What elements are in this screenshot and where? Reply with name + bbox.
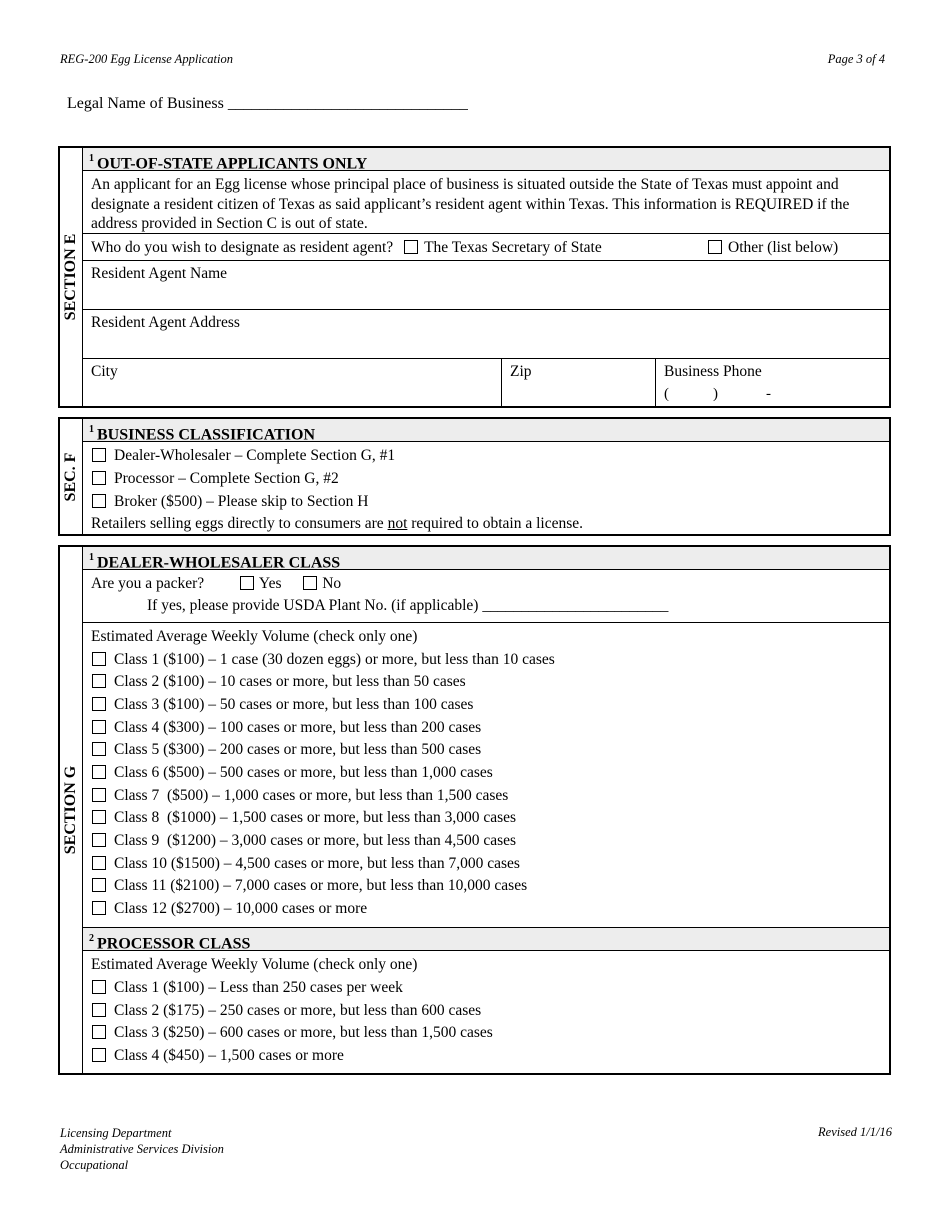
- section-f-side-label: SEC. F: [60, 419, 83, 534]
- dealer-class-11-checkbox[interactable]: [92, 878, 106, 892]
- resident-agent-address-field[interactable]: [83, 310, 889, 358]
- dealer-class-option: Class 2 ($100) – 10 cases or more, but less than 50 cases: [92, 673, 466, 691]
- classification-option: Processor – Complete Section G, #2: [92, 470, 339, 488]
- resident-agent-name-label: Resident Agent Name: [91, 265, 228, 282]
- section-e-side-label: SECTION E: [60, 148, 83, 406]
- dealer-class-8-checkbox[interactable]: [92, 810, 106, 824]
- secretary-of-state-label: The Texas Secretary of State: [424, 239, 602, 256]
- processor-class-4-checkbox[interactable]: [92, 1048, 106, 1062]
- processor-class-2-checkbox[interactable]: [92, 1003, 106, 1017]
- packer-no-checkbox[interactable]: [303, 576, 317, 590]
- dealer-class-7-checkbox[interactable]: [92, 788, 106, 802]
- footer-division: Administrative Services Division: [60, 1142, 224, 1156]
- footer-unit: Occupational: [60, 1158, 129, 1172]
- section-g: [58, 545, 891, 1075]
- section-g-side-label: SECTION G: [60, 547, 83, 1073]
- section-e-title: $^1$ OUT-OF-STATE APPLICANTS ONLY: [83, 148, 889, 171]
- footer-dept: Licensing Department: [60, 1126, 172, 1140]
- broker-checkbox[interactable]: [92, 494, 106, 508]
- dealer-class-10-checkbox[interactable]: [92, 856, 106, 870]
- dealer-class-9-checkbox[interactable]: [92, 833, 106, 847]
- dealer-class-option: Class 4 ($300) – 100 cases or more, but less than 200 cases: [92, 719, 481, 737]
- business-phone-field[interactable]: ( ) -: [664, 386, 771, 402]
- classification-option: Broker ($500) – Please skip to Section H: [92, 493, 368, 511]
- section-e: [58, 146, 891, 408]
- legal-name-row: [67, 95, 468, 113]
- city-label: City: [91, 363, 118, 380]
- other-agent-checkbox[interactable]: [708, 240, 722, 254]
- other-agent-label: Other (list below): [728, 239, 839, 256]
- packer-question-row: Are you a packer? Yes No: [91, 575, 342, 592]
- dealer-class-6-checkbox[interactable]: [92, 765, 106, 779]
- legal-name-label: Legal Name of Business: [67, 95, 224, 112]
- resident-agent-name-field[interactable]: [83, 261, 889, 309]
- processor-class-option: Class 2 ($175) – 250 cases or more, but less than 600 cases: [92, 1002, 481, 1020]
- usda-plant-number-field[interactable]: If yes, please provide USDA Plant No. (if applicable) ________________________: [147, 597, 669, 614]
- processor-checkbox[interactable]: [92, 471, 106, 485]
- legal-name-field[interactable]: ______________________________: [227, 95, 468, 112]
- other-agent-option: [708, 239, 838, 257]
- processor-class-3-checkbox[interactable]: [92, 1025, 106, 1039]
- dealer-class-option: Class 5 ($300) – 200 cases or more, but less than 500 cases: [92, 741, 481, 759]
- processor-class-title: $^2$ PROCESSOR CLASS: [83, 928, 889, 951]
- footer-department: [60, 1125, 224, 1173]
- footer-revised: Revised 1/1/16: [818, 1125, 892, 1139]
- dealer-class-4-checkbox[interactable]: [92, 720, 106, 734]
- processor-class-option: Class 3 ($250) – 600 cases or more, but less than 1,500 cases: [92, 1024, 493, 1042]
- dealer-class-option: Class 6 ($500) – 500 cases or more, but less than 1,000 cases: [92, 764, 493, 782]
- dealer-wholesaler-class-title: $^1$ DEALER-WHOLESALER CLASS: [83, 547, 889, 570]
- dealer-volume-label: Estimated Average Weekly Volume (check only one): [91, 628, 418, 645]
- dealer-class-option: Class 10 ($1500) – 4,500 cases or more, but less than 7,000 cases: [92, 855, 520, 873]
- city-field[interactable]: [83, 359, 501, 406]
- processor-class-option: Class 4 ($450) – 1,500 cases or more: [92, 1047, 344, 1065]
- page-number: Page 3 of 4: [827, 52, 885, 66]
- dealer-class-1-checkbox[interactable]: [92, 652, 106, 666]
- dealer-class-option: Class 3 ($100) – 50 cases or more, but less than 100 cases: [92, 696, 473, 714]
- dealer-class-3-checkbox[interactable]: [92, 697, 106, 711]
- dealer-class-option: Class 7 ($500) – 1,000 cases or more, but less than 1,500 cases: [92, 787, 508, 805]
- dealer-class-option: Class 8 ($1000) – 1,500 cases or more, but less than 3,000 cases: [92, 809, 516, 827]
- dealer-class-12-checkbox[interactable]: [92, 901, 106, 915]
- dealer-class-2-checkbox[interactable]: [92, 674, 106, 688]
- section-f-title: $^1$ BUSINESS CLASSIFICATION: [83, 419, 889, 442]
- dealer-class-5-checkbox[interactable]: [92, 742, 106, 756]
- retailers-note: Retailers selling eggs directly to consumers are not required to obtain a license.: [91, 515, 583, 532]
- section-e-description: An applicant for an Egg license whose principal place of business is situated outside the State of Texas must appoint and designate a resident citizen of Texas as said applicant’s resident agent within Texas. This information is REQUIRED if the address provided in Section C is out of state.: [91, 176, 850, 232]
- business-phone-label: Business Phone: [664, 363, 762, 380]
- zip-label: Zip: [510, 363, 532, 380]
- processor-class-1-checkbox[interactable]: [92, 980, 106, 994]
- dealer-class-option: Class 12 ($2700) – 10,000 cases or more: [92, 900, 367, 918]
- resident-agent-address-label: Resident Agent Address: [91, 314, 240, 331]
- secretary-of-state-checkbox[interactable]: [404, 240, 418, 254]
- processor-volume-label: Estimated Average Weekly Volume (check only one): [91, 956, 418, 973]
- resident-agent-question: Who do you wish to designate as resident agent? The Texas Secretary of State: [91, 239, 602, 256]
- zip-field[interactable]: [502, 359, 655, 406]
- dealer-class-option: Class 1 ($100) – 1 case (30 dozen eggs) or more, but less than 10 cases: [92, 651, 555, 669]
- packer-yes-checkbox[interactable]: [240, 576, 254, 590]
- section-f: [58, 417, 891, 536]
- processor-class-option: Class 1 ($100) – Less than 250 cases per week: [92, 979, 403, 997]
- dealer-wholesaler-checkbox[interactable]: [92, 448, 106, 462]
- classification-option: Dealer-Wholesaler – Complete Section G, #1: [92, 447, 395, 465]
- dealer-class-option: Class 9 ($1200) – 3,000 cases or more, but less than 4,500 cases: [92, 832, 516, 850]
- form-title: REG-200 Egg License Application: [60, 52, 234, 66]
- dealer-class-option: Class 11 ($2100) – 7,000 cases or more, but less than 10,000 cases: [92, 877, 527, 895]
